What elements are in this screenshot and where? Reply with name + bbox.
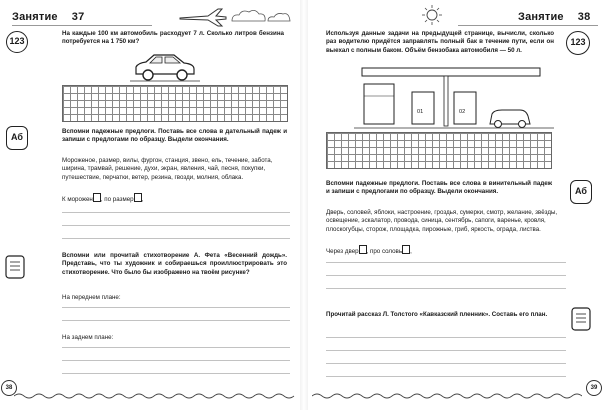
example-part-b: , по размер: [100, 196, 134, 203]
task-car-fuel: На каждые 100 км автомобиль расходует 7 л. Сколько литров бензина потребуется на 1 750 км?: [62, 30, 284, 46]
left-page: [0, 0, 300, 410]
right-page: [308, 0, 608, 410]
writing-line[interactable]: [62, 238, 290, 239]
ending-box: [134, 193, 142, 202]
clouds-icon: [228, 8, 294, 24]
task-fet-poem: Вспомни или прочитай стихотворение А. Фета «Весенний дождь». Представь, что ты художник и собираешься проиллюстрировать это стихотворение. Что было бы изображено на твоём рисунке?: [62, 252, 287, 276]
writing-line[interactable]: [62, 212, 290, 213]
wave-border: [312, 392, 582, 400]
ending-box: [359, 245, 367, 254]
writing-line[interactable]: [62, 225, 290, 226]
example-part-a: Через двер: [326, 248, 359, 255]
ending-box: [93, 193, 101, 202]
language-badge-label: Аб: [575, 186, 587, 196]
task-tolstoy-plan: Прочитай рассказ Л. Толстого «Кавказский пленник». Составь его план.: [326, 311, 548, 318]
answer-grid-1[interactable]: [62, 85, 288, 122]
math-badge: [566, 31, 590, 55]
writing-line[interactable]: [326, 363, 566, 364]
book-gutter: [300, 0, 308, 410]
pump-label-1: 01: [417, 109, 424, 115]
back-plan-label: На заднем плане:: [62, 334, 114, 341]
answer-grid-2[interactable]: [326, 132, 552, 169]
task-refuel-count: Используя данные задачи на предыдущей странице, вычисли, сколько раз водителю придётся заправлять полный бак в течение пути, если он выехал с полным баком. Объём бензобака автомобиля — 50 л.: [326, 30, 554, 54]
math-badge-label: 123: [9, 36, 25, 46]
task-accusative-case: Вспомни падежные предлоги. Поставь все слова в винительный падеж и запиши с предлогами по образцу. Выдели окончания.: [326, 180, 552, 196]
language-badge-label: Аб: [11, 132, 23, 142]
writing-line[interactable]: [62, 360, 290, 361]
wave-border: [14, 392, 298, 400]
writing-line[interactable]: [326, 288, 566, 289]
notebook-icon: [570, 306, 592, 332]
notebook-icon: [4, 254, 26, 280]
example-line: [62, 193, 143, 204]
car-icon: [130, 52, 200, 82]
example-part-c: ,: [141, 196, 144, 203]
pump-label-2: 02: [459, 109, 466, 115]
writing-line[interactable]: [326, 376, 566, 377]
writing-line[interactable]: [62, 347, 290, 348]
language-badge: [6, 126, 28, 150]
page-number: 38: [1, 380, 17, 396]
lesson-title-38: [518, 11, 590, 23]
lesson-label: Занятие: [518, 11, 564, 23]
writing-line[interactable]: [62, 320, 290, 321]
title-rule: [12, 25, 152, 26]
ending-box: [402, 245, 410, 254]
math-badge: [6, 31, 28, 53]
lesson-number: 37: [71, 11, 85, 23]
writing-line[interactable]: [326, 275, 566, 276]
language-badge: [570, 180, 592, 204]
gas-station-illustration: [354, 66, 554, 130]
example-part-b: , про соловь: [366, 248, 403, 255]
lesson-title-37: [12, 11, 84, 23]
title-rule: [458, 25, 598, 26]
word-list: Мороженое, размер, вилы, фургон, станция, звено, ель, течение, забота, ширина, трамвай, решение, духи, экран, явления, чай, песня, покупки, путешествие, перчатки, ветер, резина, гвозди, молния, облака.: [62, 157, 273, 181]
writing-line[interactable]: [326, 350, 566, 351]
writing-line[interactable]: [62, 307, 290, 308]
writing-line[interactable]: [326, 337, 566, 338]
example-part-a: К морожен: [62, 196, 93, 203]
writing-line[interactable]: [62, 373, 290, 374]
example-part-c: ,: [410, 248, 412, 255]
airplane-icon: [178, 6, 228, 28]
front-plan-label: На переднем плане:: [62, 294, 121, 301]
writing-line[interactable]: [326, 262, 566, 263]
word-list: Дверь, соловей, яблоки, настроение, гроздья, сумерки, смотр, желание, звёзды, освещение, эскалатор, провода, синица, сентябрь, сапоги, варенье, кровля, плоскогубцы, сторож, площадка, пирожные, гриб, яркость, ограда, листва.: [326, 209, 558, 233]
math-badge-label: 123: [570, 37, 586, 47]
task-dative-case: Вспомни падежные предлоги. Поставь все слова в дательный падеж и запиши с предлогами по образцу. Выдели окончания.: [62, 128, 287, 144]
lesson-label: Занятие: [12, 11, 58, 23]
lesson-number: 38: [577, 11, 591, 23]
page-number: 39: [586, 380, 602, 396]
example-line: [326, 245, 412, 256]
sun-icon: [420, 4, 444, 26]
